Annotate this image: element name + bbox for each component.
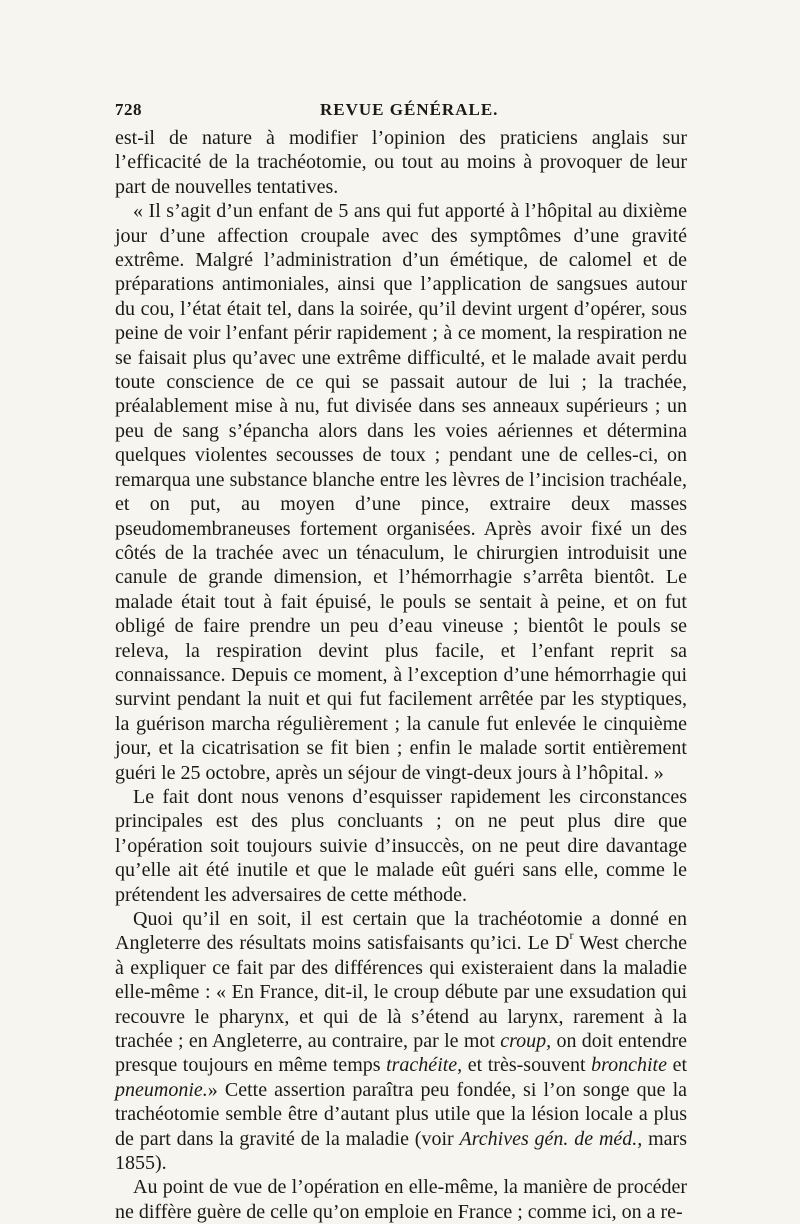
body-text: [115, 126, 687, 1224]
italic-term: trachéite,: [386, 1054, 463, 1077]
text-run: West cherche à expliquer ce fait par des différences qui existeraient dans la maladie elle-même : « En France, dit-il, le croup débute par une exsudation qui recouvre le pharynx, et qui de là s’étend au larynx, rarement à la trachée ; en Angleterre, au contraire, par le mot: [115, 932, 687, 1053]
italic-citation: Archives gén. de méd.,: [459, 1127, 643, 1150]
italic-term: bronchite: [591, 1054, 667, 1077]
page-header: [115, 96, 687, 126]
running-head: REVUE GÉNÉRALE.: [320, 100, 499, 119]
text-run: » Cette assertion paraîtra peu fondée, si l’on songe que la trachéotomie semble être d’autant plus utile que la lésion locale a plus de part dans la gravité de la maladie (voir: [115, 1078, 687, 1150]
paragraph-commentary: Le fait dont nous venons d’esquisser rapidement les circonstances principales est des plus concluants ; on ne peut plus dire que l’opération soit toujours suivie d’insuccès, on ne peut dire davantage qu’elle ait été inutile et que le malade eût guéri sans elle, comme le prétendent les adversaires de cette méthode.: [115, 785, 687, 906]
italic-term: croup,: [500, 1030, 552, 1053]
text-run: Quoi qu’il en soit, il est certain que la trachéotomie a donné en Angleterre des résultats moins satisfaisants qu’ici. Le D: [115, 908, 687, 955]
paragraph-operation: Au point de vue de l’opération en elle-même, la manière de procéder ne diffère guère de celle qu’on emploie en France ; comme ici, on a re-: [115, 1176, 687, 1223]
text-run: mars 1855).: [115, 1127, 687, 1175]
page-number: 728: [115, 100, 142, 119]
paragraph-case-report: « Il s’agit d’un enfant de 5 ans qui fut apporté à l’hôpital au dixième jour d’une affection croupale avec des symptômes d’une gravité extrême. Malgré l’administration d’un émétique, de calomel et de préparations antimoniales, ainsi que l’application de sangsues autour du cou, l’état était tel, dans la soirée, qu’il devint urgent d’opérer, sous peine de voir l’enfant périr rapidement ; à ce moment, la respiration ne se faisait plus qu’avec une extrême difficulté, et le malade avait perdu toute conscience de ce qui se passait autour de lui ; la trachée, préalablement mise à nu, fut divisée dans ses anneaux supérieurs ; un peu de sang s’épancha alors dans les voies aériennes et détermina quelques violentes secousses de toux ; pendant une de celles-ci, on remarqua une substance blanche entre les lèvres de l’incision trachéale, et on put, au moyen d’une pince, extraire deux masses pseudomembraneuses fortement organisées. Après avoir fixé un des côtés de la trachée avec un ténaculum, le chirurgien introduisit une canule de grande dimension, et l’hémorrhagie s’arrêta bientôt. Le malade était tout à fait épuisé, le pouls se sentait à peine, et on fut obligé de faire prendre un peu d’eau vineuse ; bientôt le pouls se releva, la respiration devint plus facile, et l’enfant reprit sa connaissance. Depuis ce moment, à l’exception d’une hémorrhagie qui survint pendant la nuit et qui fut facilement arrêtée par les styptiques, la guérison marcha régulièrement ; la canule fut enlevée le cinquième jour, et la cicatrisation se fit bien ; enfin le malade sortit entièrement guéri le 25 octobre, après un séjour de vingt-deux jours à l’hôpital. »: [115, 200, 687, 784]
paragraph-continuation: est-il de nature à modifier l’opinion des praticiens anglais sur l’efficacité de la trachéotomie, ou tout au moins à provoquer de leur part de nouvelles tentatives.: [115, 127, 687, 198]
italic-term: pneumonie.: [115, 1078, 208, 1101]
paragraph-west-comparison: [115, 907, 687, 1175]
text-run: on doit entendre presque toujours en même temps: [115, 1030, 687, 1077]
superscript: r: [569, 928, 574, 943]
text-run: et très-souvent: [462, 1054, 592, 1077]
text-run: et: [667, 1054, 687, 1077]
